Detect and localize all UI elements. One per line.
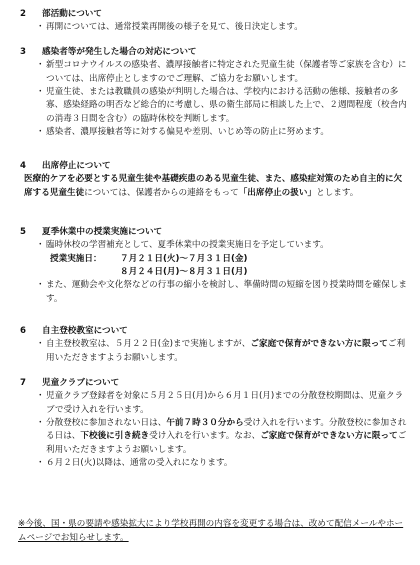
list-item	[36, 417, 410, 457]
paragraph-bold-text: 医療的ケアを必要とする児童生徒や基礎疾患のある児童生徒、また、感染症対策のため自主的に欠席する児童生徒	[24, 174, 403, 198]
list-item	[36, 279, 410, 306]
list-item-bold-text: 下校後に引き続き	[80, 431, 150, 442]
bullet-mark: ・	[36, 280, 45, 291]
bullet-mark: ・	[36, 240, 45, 251]
list-item-text: また、運動会や文化祭などの行事の縮小を検討し、準備時間の短縮を図り授業時間を確保します。	[46, 280, 407, 304]
section-heading	[14, 8, 410, 21]
list-item-text: 児童生徒、または教職員の感染が判明した場合は、学校内における活動の態様、接触者の多寡、感染経路の明否など総合的に考慮し、県の衛生部局に相談した上で、２週間程度（校舎内の消毒３日間を含む）の臨時休校を判断します。	[46, 86, 407, 124]
section-heading	[14, 377, 410, 390]
bullet-mark: ・	[36, 126, 45, 137]
class-schedule	[36, 253, 410, 280]
section-title: 部活動について	[42, 9, 102, 19]
list-item-text: 自主登校教室は、５月２２日(金)まで実施しますが、	[46, 339, 251, 350]
section-heading	[14, 160, 410, 173]
section-attendance-suspension	[14, 160, 410, 200]
bullet-mark: ・	[36, 339, 45, 350]
list-item	[36, 457, 410, 470]
section-summer-classes	[14, 226, 410, 306]
bullet-mark: ・	[36, 391, 45, 402]
section-number: 5	[20, 227, 26, 237]
bullet-mark: ・	[36, 417, 45, 428]
schedule-period: ７月２１日(火)～７月３１日(金)	[120, 253, 248, 264]
section-heading	[14, 46, 410, 59]
section-after-school-club	[14, 377, 410, 470]
list-item	[36, 390, 410, 417]
list-item-text: ご利用いただきますようお願いします。	[46, 431, 407, 455]
section-heading	[14, 226, 410, 239]
section-title: 出席停止について	[42, 161, 111, 171]
list-item-text: 児童クラブ登録者を対象に５月２５日(月)から６月１日(月)までの分散登校期間は、児童クラブで受け入れを行います。	[46, 391, 404, 415]
list-item	[36, 21, 410, 34]
section-title: 自主登校教室について	[42, 326, 128, 336]
schedule-label: 授業実施日：	[50, 253, 102, 264]
schedule-period: ８月２４日(月)～８月３１日(月)	[120, 266, 248, 277]
list-item-text: 臨時休校の学習補充として、夏季休業中の授業実施日を予定しています。	[46, 240, 329, 251]
section-infection-response	[14, 46, 410, 139]
paragraph-text: については、保護者からの連絡をもって	[84, 187, 239, 198]
list-item	[36, 86, 410, 126]
bullet-mark: ・	[36, 60, 45, 71]
list-item-text: ご利用いただきますようお願いします。	[46, 339, 406, 363]
list-item-bold-text: ご家庭で保育ができない方に限って	[250, 339, 388, 350]
bullet-mark: ・	[36, 86, 45, 97]
bullet-mark: ・	[36, 457, 45, 468]
section-club-activities	[14, 8, 410, 35]
section-title: 児童クラブについて	[42, 378, 120, 388]
section-number: 3	[20, 47, 26, 57]
paragraph-bold-text: 「出席停止の扱い」	[238, 187, 317, 198]
section-paragraph	[14, 173, 410, 200]
section-number: 2	[20, 9, 26, 19]
footer-note: ※今後、国・県の要請や感染拡大により学校再開の内容を変更する場合は、改めて配信メールやホームページでお知らせします。	[18, 519, 404, 543]
section-number: 6	[20, 326, 26, 336]
section-voluntary-classroom	[14, 325, 410, 365]
list-item-text: 再開については、通常授業再開後の様子を見て、後日決定します。	[46, 22, 303, 33]
list-item-bold-text: 午前７時３０分から	[166, 417, 244, 428]
list-item-text: 感染者、濃厚接触者等に対する偏見や差別、いじめ等の防止に努めます。	[46, 126, 329, 137]
list-item-text: 分散登校に参加されない日は、	[46, 417, 167, 428]
list-item-text: 新型コロナウイルスの感染者、濃厚接触者に特定された児童生徒（保護者等ご家族を含む）については、出席停止としますのでご理解、ご協力をお願いします。	[46, 60, 407, 84]
section-heading	[14, 325, 410, 338]
section-title: 感染者等が発生した場合の対応について	[42, 47, 197, 57]
section-title: 夏季休業中の授業実施について	[42, 227, 163, 237]
list-item-text: 受け入れを行います。なお、	[149, 431, 261, 442]
list-item	[36, 239, 410, 252]
list-item-text: 受け入れを行います。分散登校に参加される日は、	[46, 417, 407, 442]
list-item	[36, 59, 410, 86]
section-number: 4	[20, 161, 26, 171]
list-item	[36, 338, 410, 365]
section-number: 7	[20, 378, 26, 388]
list-item-bold-text: ご家庭で保育ができない方に限って	[260, 431, 398, 442]
paragraph-text: とします。	[316, 187, 359, 198]
list-item	[36, 126, 410, 139]
bullet-mark: ・	[36, 22, 45, 33]
list-item-text: ６月２日(火)以降は、通常の受入れになります。	[46, 457, 233, 468]
